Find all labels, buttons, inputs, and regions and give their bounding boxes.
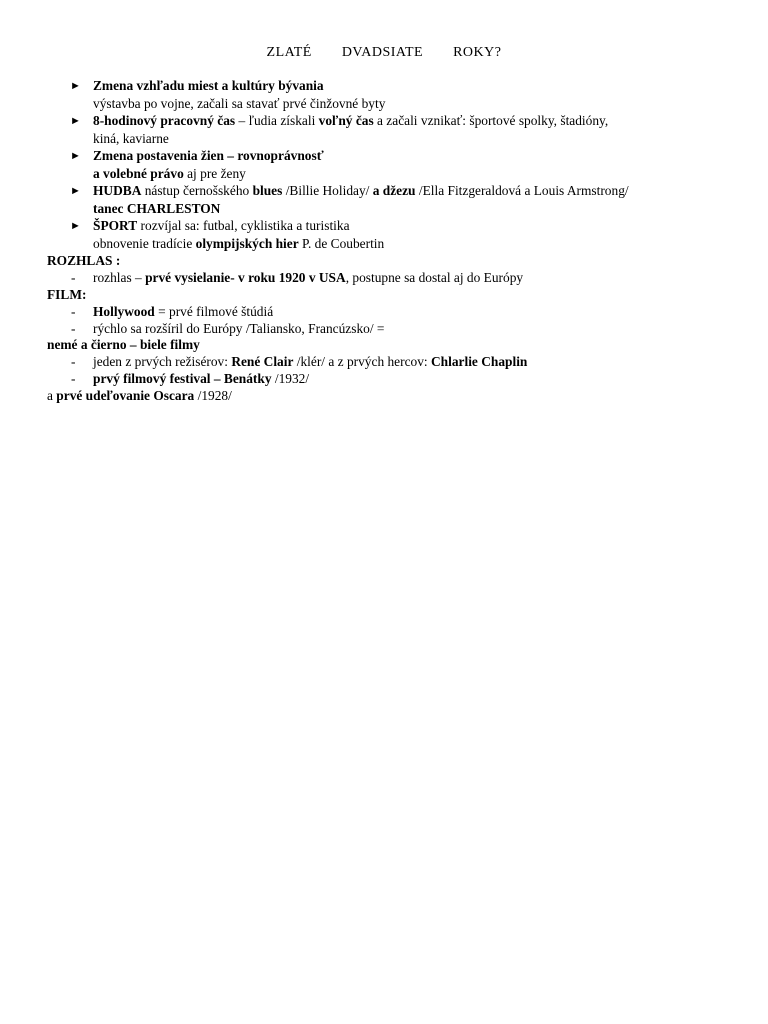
bullet-arrow-icon: ► (70, 150, 81, 162)
film-item-1 (93, 303, 273, 321)
document-title (0, 44, 768, 62)
bullet-2-text-2: a začali vznikať: športové spolky, štadióny, (373, 113, 609, 128)
bullet-3-line-1 (93, 147, 324, 165)
bullet-5-text-2: obnovenie tradície (93, 236, 196, 251)
rozhlas-text-1: rozhlas – (93, 270, 146, 285)
bullet-4-text-1: nástup černošského (141, 183, 253, 198)
film-bold-4: prvý filmový festival – Benátky (93, 371, 272, 386)
bullet-5-text: rozvíjal sa: futbal, cyklistika a turistika (137, 218, 350, 233)
dash-bullet: - (71, 321, 76, 336)
film-line-silent (47, 336, 200, 354)
bullet-2-line-2: kiná, kaviarne (93, 131, 169, 146)
film-bold-1: Hollywood (93, 304, 155, 319)
film-line-oscar (47, 387, 232, 405)
dash-bullet: - (71, 270, 76, 285)
film-heading: FILM: (47, 287, 87, 302)
bullet-3-bold: Zmena postavenia žien – rovnoprávnosť (93, 148, 324, 163)
film-bold-3b: Chlarlie Chaplin (431, 354, 528, 369)
dash-bullet: - (71, 354, 76, 369)
title-word-2: DVADSIATE (341, 45, 424, 60)
section-heading-rozhlas (47, 252, 120, 270)
film-item-4 (93, 370, 309, 388)
section-heading-film (47, 286, 86, 304)
bullet-arrow-icon: ► (70, 185, 81, 197)
bullet-4-bold-1: HUDBA (93, 183, 142, 198)
dash-bullet: - (71, 371, 76, 386)
bullet-5-line-1 (93, 217, 350, 235)
bullet-5-bold: ŠPORT (93, 218, 138, 233)
film-item-3 (93, 353, 527, 371)
bullet-arrow-icon: ► (70, 115, 81, 127)
dash-bullet: - (71, 304, 76, 319)
film-bold-2: nemé a čierno – biele filmy (47, 337, 200, 352)
film-item-2: rýchlo sa rozšíril do Európy /Taliansko, Francúzsko/ = (93, 321, 385, 336)
bullet-3-line-2 (93, 165, 246, 183)
film-text-3a: jeden z prvých režisérov: (93, 354, 232, 369)
bullet-2-bold-1: 8-hodinový pracovný čas (93, 113, 236, 128)
bullet-3-bold-2: a volebné právo (93, 166, 184, 181)
bullet-3-text: aj pre ženy (183, 166, 246, 181)
rozhlas-heading: ROZHLAS : (47, 253, 121, 268)
bullet-2-text-1: – ľudia získali (235, 113, 319, 128)
bullet-4-bold-3: a džezu (372, 183, 416, 198)
title-word-1: ZLATÉ (266, 45, 312, 60)
film-text-3b: /klér/ a z prvých hercov: (293, 354, 431, 369)
bullet-5-text-3: P. de Coubertin (298, 236, 385, 251)
title-word-3: ROKY? (453, 45, 502, 60)
rozhlas-text-2: , postupne sa dostal aj do Európy (345, 270, 524, 285)
bullet-5-bold-2: olympijských hier (195, 236, 299, 251)
bullet-1-heading (93, 77, 324, 95)
rozhlas-bold: prvé vysielanie- v roku 1920 v USA (145, 270, 346, 285)
bullet-1-bold: Zmena vzhľadu miest a kultúry bývania (93, 78, 324, 93)
film-text-4: /1932/ (271, 371, 310, 386)
film-text-5b: /1928/ (194, 388, 232, 403)
film-text-5a: a (47, 388, 57, 403)
bullet-4-bold-2: blues (252, 183, 283, 198)
bullet-4-line-1 (93, 182, 629, 200)
bullet-4-bold-4: tanec CHARLESTON (93, 201, 221, 216)
film-bold-3a: René Clair (231, 354, 294, 369)
bullet-4-text-2: /Billie Holiday/ (282, 183, 373, 198)
bullet-2-line-1 (93, 112, 608, 130)
bullet-4-line-2 (93, 200, 220, 218)
film-bold-5: prvé udeľovanie Oscara (56, 388, 195, 403)
bullet-arrow-icon: ► (70, 80, 81, 92)
bullet-arrow-icon: ► (70, 220, 81, 232)
bullet-4-text-3: /Ella Fitzgeraldová a Louis Armstrong/ (415, 183, 629, 198)
bullet-2-bold-2: voľný čas (318, 113, 374, 128)
bullet-1-detail: výstavba po vojne, začali sa stavať prvé činžovné byty (93, 96, 386, 111)
rozhlas-item-1 (93, 269, 523, 287)
film-text-1: = prvé filmové štúdiá (154, 304, 274, 319)
bullet-5-line-2 (93, 235, 384, 253)
